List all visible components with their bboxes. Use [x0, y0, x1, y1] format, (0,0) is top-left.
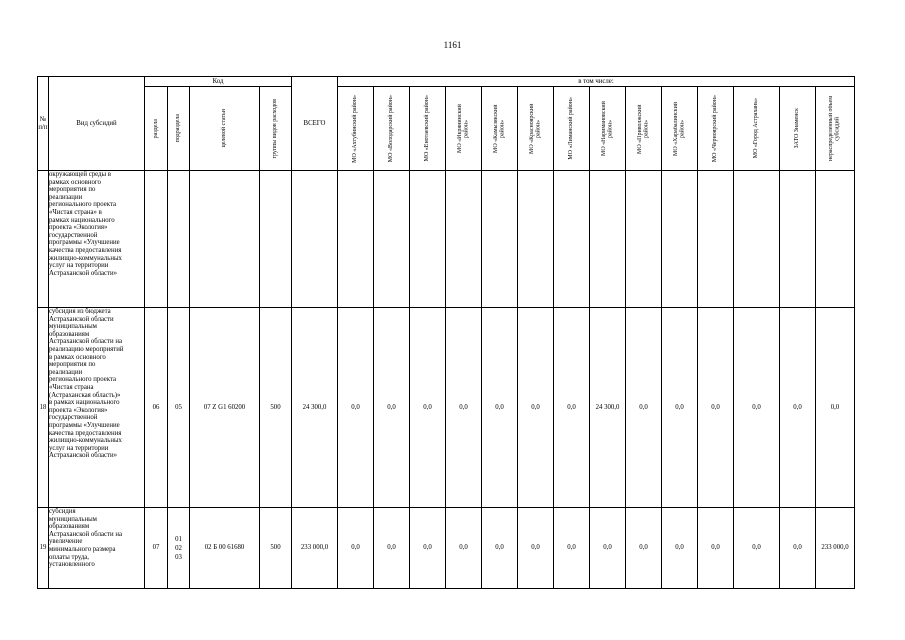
- description-line: мероприятия по: [49, 186, 96, 194]
- header-district-8: МО «Приволжский район»: [636, 103, 650, 154]
- row18-value-2: 0,0: [410, 308, 446, 508]
- row19-value-4: 0,0: [482, 508, 518, 589]
- description-line: жилищно-коммунальных: [49, 254, 122, 262]
- header-district-4: МО «Камызякский район»: [492, 104, 506, 153]
- header-section: раздела: [152, 118, 159, 139]
- header-code: Код: [145, 77, 292, 87]
- description-line: в рамках основного: [49, 353, 106, 361]
- description-line: Астраханской области»: [49, 452, 118, 460]
- header-group: группы видов расходов: [272, 98, 279, 159]
- row19-value-11: 0,0: [734, 508, 780, 589]
- header-district-0: МО «Ахтубинский район»: [352, 94, 359, 163]
- row-18-section: 06: [145, 308, 168, 508]
- description-line: субсидия: [49, 508, 76, 515]
- header-district-13: нераспределенный объем субсидий: [828, 96, 841, 161]
- header-district-3: МО «Икрянинский район»: [456, 104, 470, 153]
- header-district-10: МО «Черноярский район»: [712, 94, 719, 163]
- header-including: в том числе:: [338, 77, 855, 87]
- description-line: увеличение: [49, 538, 83, 546]
- description-line: услуг на территории: [49, 262, 109, 270]
- description-line: качества предоставления: [49, 246, 122, 254]
- row19-value-1: 0,0: [374, 508, 410, 589]
- row19-value-9: 0,0: [662, 508, 698, 589]
- row18-value-10: 0,0: [698, 308, 734, 508]
- row19-value-5: 0,0: [518, 508, 554, 589]
- description-line: муниципальным: [49, 323, 97, 331]
- description-line: рамках основного: [49, 178, 101, 186]
- row-18-num: 18: [38, 308, 49, 508]
- row-19-target: 02 Б 00 61680: [190, 508, 260, 589]
- description-line: услуг на территории: [49, 444, 109, 452]
- description-line: оплаты труда,: [49, 553, 90, 561]
- row-18-description: [49, 308, 145, 508]
- page-number: 1161: [443, 40, 462, 50]
- description-line: «Чистая страна» в: [49, 208, 102, 216]
- header-district-11: МО «Город Астрахань»: [753, 98, 760, 159]
- description-line: Астраханской области на: [49, 338, 122, 346]
- description-line: образованиям: [49, 330, 90, 338]
- description-line: жилищно-коммунальных: [49, 437, 122, 445]
- description-line: минимального размера: [49, 545, 116, 553]
- row-18-group: 500: [260, 308, 292, 508]
- description-line: государственной: [49, 414, 98, 422]
- description-line: реализации: [49, 368, 83, 376]
- description-line: «Чистая страна: [49, 383, 94, 391]
- row18-value-5: 0,0: [518, 308, 554, 508]
- header-total: ВСЕГО: [292, 77, 338, 171]
- row19-value-13: 233 000,0: [816, 508, 855, 589]
- header-target: целевой статьи: [221, 109, 228, 148]
- header-district-2: МО «Енотаевский район»: [424, 95, 431, 162]
- description-line: проекта «Экология»: [49, 224, 108, 232]
- header-subsection: подраздела: [175, 114, 182, 143]
- description-line: Астраханской области»: [49, 269, 118, 277]
- row-19-subsection: 01 02 03: [168, 508, 190, 589]
- row-18-total: 24 300,0: [292, 308, 338, 508]
- description-line: качества предоставления: [49, 429, 122, 437]
- row18-value-0: 0,0: [338, 308, 374, 508]
- description-line: мероприятия по: [49, 361, 96, 369]
- row18-value-7: 24 300,0: [590, 308, 626, 508]
- row19-value-3: 0,0: [446, 508, 482, 589]
- row19-value-0: 0,0: [338, 508, 374, 589]
- row18-value-9: 0,0: [662, 308, 698, 508]
- row-19-total: 233 000,0: [292, 508, 338, 589]
- row18-value-4: 0,0: [482, 308, 518, 508]
- row18-value-13: 0,0: [816, 308, 855, 508]
- header-num: № п/п: [38, 77, 49, 171]
- description-line: проекта «Экология»: [49, 406, 108, 414]
- row18-value-1: 0,0: [374, 308, 410, 508]
- row18-value-8: 0,0: [626, 308, 662, 508]
- row19-value-7: 0,0: [590, 508, 626, 589]
- description-line: реализации: [49, 193, 83, 201]
- description-line: окружающей среды в: [49, 171, 111, 178]
- header-district-1: МО «Володарский район»: [388, 94, 395, 163]
- row19-value-6: 0,0: [554, 508, 590, 589]
- row18-value-6: 0,0: [554, 308, 590, 508]
- header-district-12: ЗАТО Знаменск: [794, 108, 801, 149]
- row-19-section: 07: [145, 508, 168, 589]
- description-line: Астраханской области: [49, 315, 114, 323]
- description-line: (Астраханская область)»: [49, 391, 121, 399]
- header-type: Вид субсидий: [49, 77, 145, 171]
- row-cont-description: [49, 171, 145, 308]
- description-line: государственной: [49, 231, 98, 239]
- row18-value-3: 0,0: [446, 308, 482, 508]
- row-18-subsection: 05: [168, 308, 190, 508]
- row18-value-11: 0,0: [734, 308, 780, 508]
- description-line: установленного: [49, 561, 95, 569]
- row-19-num: 19: [38, 508, 49, 589]
- row-19-description: [49, 508, 145, 589]
- description-line: Астраханской области на: [49, 530, 122, 538]
- row19-value-10: 0,0: [698, 508, 734, 589]
- header-district-5: МО «Красноярский район»: [528, 103, 542, 154]
- header-district-7: МО «Наримановский район»: [600, 101, 614, 156]
- description-line: программы «Улучшение: [49, 421, 120, 429]
- row18-value-12: 0,0: [780, 308, 816, 508]
- row-19-group: 500: [260, 508, 292, 589]
- description-line: регионального проекта: [49, 376, 117, 384]
- row19-value-2: 0,0: [410, 508, 446, 589]
- description-line: образованиям: [49, 523, 90, 531]
- header-district-6: МО «Лиманский район»: [568, 97, 575, 160]
- row19-value-12: 0,0: [780, 508, 816, 589]
- row-18-target: 07 Z G1 60200: [190, 308, 260, 508]
- header-district-9: МО «Харабалинский район»: [672, 101, 686, 156]
- description-line: реализацию мероприятий: [49, 345, 124, 353]
- description-line: рамках национального: [49, 216, 115, 224]
- description-line: в рамках национального: [49, 399, 120, 407]
- description-line: субсидия из бюджета: [49, 308, 111, 315]
- subsidy-table: [37, 76, 855, 589]
- description-line: программы «Улучшение: [49, 239, 120, 247]
- description-line: регионального проекта: [49, 201, 117, 209]
- row19-value-8: 0,0: [626, 508, 662, 589]
- description-line: муниципальным: [49, 515, 97, 523]
